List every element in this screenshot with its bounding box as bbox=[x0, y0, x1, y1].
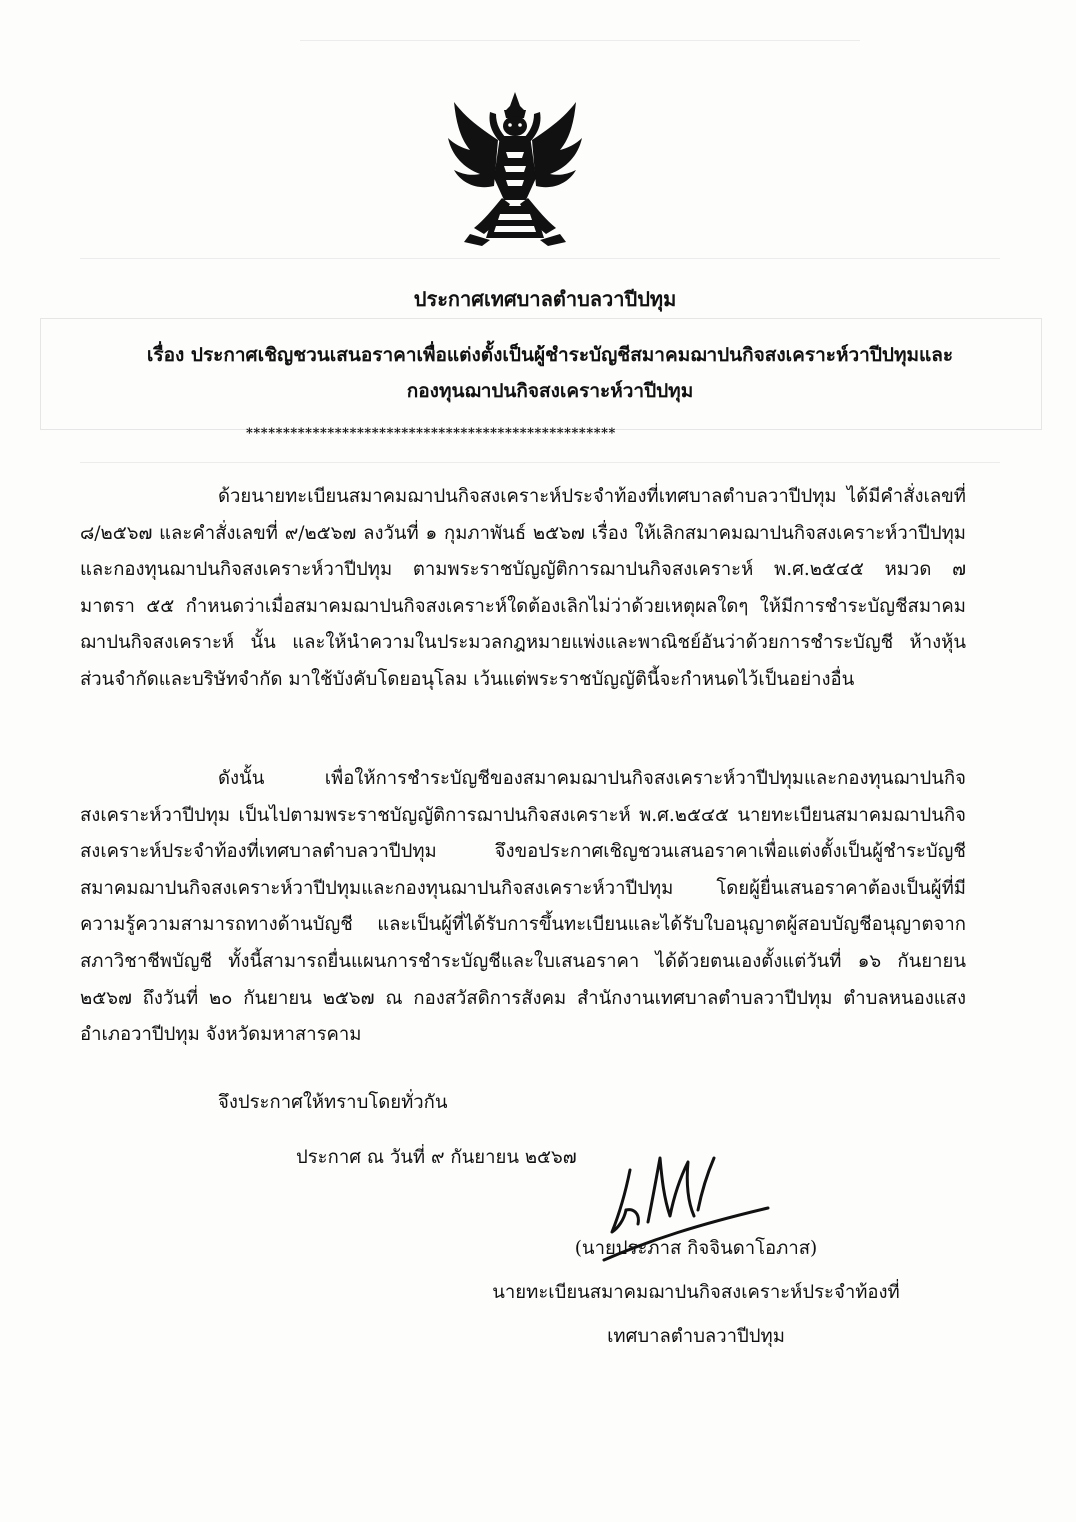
body-paragraph-1: ด้วยนายทะเบียนสมาคมฌาปนกิจสงเคราะห์ประจำท้องที่เทศบาลตำบลวาปีปทุม ได้มีคำสั่งเลขที่ ๘/๒๕๖๗ และคำสั่งเลขที่ ๙/๒๕๖๗ ลงวันที่ ๑ กุมภาพันธ์ ๒๕๖๗ เรื่อง ให้เลิกสมาคมฌาปนกิจสงเคราะห์วาปีปทุมและกองทุนฌาปนกิจสงเคราะห์วาปีปทุม ตามพระราชบัญญัติการฌาปนกิจสงเคราะห์ พ.ศ.๒๕๔๕ หมวด ๗ มาตรา ๕๕ กำหนดว่าเมื่อสมาคมฌาปนกิจสงเคราะห์ใดต้องเลิกไม่ว่าด้วยเหตุผลใดๆ ให้มีการชำระบัญชีสมาคมฌาปนกิจสงเคราะห์ นั้น และให้นำความในประมวลกฎหมายแพ่งและพาณิชย์อันว่าด้วยการชำระบัญชี ห้างหุ้นส่วนจำกัดและบริษัทจำกัด มาใช้บังคับโดยอนุโลม เว้นแต่พระราชบัญญัตินี้จะกำหนดไว้เป็นอย่างอื่น bbox=[80, 486, 966, 690]
signer-name: (นายประภาส กิจจินดาโอภาส) bbox=[574, 1238, 818, 1259]
signer-position-line-2: เทศบาลตำบลวาปีปทุม bbox=[607, 1326, 785, 1347]
scan-artifact-line bbox=[300, 40, 860, 41]
body-paragraph-2: ดังนั้น เพื่อให้การชำระบัญชีของสมาคมฌาปนกิจสงเคราะห์วาปีปทุมและกองทุนฌาปนกิจสงเคราะห์วาปีปทุม เป็นไปตามพระราชบัญญัติการฌาปนกิจสงเคราะห์ พ.ศ.๒๕๔๕ นายทะเบียนสมาคมฌาปนกิจสงเคราะห์ประจำท้องที่เทศบาลตำบลวาปีปทุม จึงขอประกาศเชิญชวนเสนอราคาเพื่อแต่งตั้งเป็นผู้ชำระบัญชีสมาคมฌาปนกิจสงเคราะห์วาปีปทุมและกองทุนฌาปนกิจสงเคราะห์วาปีปทุม โดยผู้ยื่นเสนอราคาต้องเป็นผู้ที่มีความรู้ความสามารถทางด้านบัญชี และเป็นผู้ที่ได้รับการขึ้นทะเบียนและได้รับใบอนุญาตผู้สอบบัญชีอนุญาตจากสภาวิชาชีพบัญชี ทั้งนี้สามารถยื่นแผนการชำระบัญชีและใบเสนอราคา ได้ด้วยตนเองตั้งแต่วันที่ ๑๖ กันยายน ๒๕๖๗ ถึงวันที่ ๒๐ กันยายน ๒๕๖๗ ณ กองสวัสดิการสังคม สำนักงานเทศบาลตำบลวาปีปทุม ตำบลหนองแสง อำเภอวาปีปทุม จังหวัดมหาสารคาม bbox=[80, 768, 966, 1046]
announcement-date: ประกาศ ณ วันที่ ๙ กันยายน ๒๕๖๗ bbox=[296, 1147, 577, 1168]
scan-artifact-line bbox=[80, 258, 1000, 259]
garuda-emblem-icon bbox=[440, 88, 590, 248]
signer-position-line-1: นายทะเบียนสมาคมฌาปนกิจสงเคราะห์ประจำท้องที่ bbox=[492, 1282, 900, 1303]
document-subject bbox=[110, 337, 990, 409]
scan-artifact-line bbox=[80, 462, 1000, 463]
subject-line-2: กองทุนฌาปนกิจสงเคราะห์วาปีปทุม bbox=[406, 380, 694, 402]
subject-line-1: เรื่อง ประกาศเชิญชวนเสนอราคาเพื่อแต่งตั้งเป็นผู้ชำระบัญชีสมาคมฌาปนกิจสงเคราะห์วาปีปทุมและ bbox=[146, 344, 954, 366]
separator-stars: ************************************************** bbox=[246, 426, 616, 441]
document-title: ประกาศเทศบาลตำบลวาปีปทุม bbox=[413, 287, 677, 311]
signer-block bbox=[436, 1227, 956, 1359]
closing-statement: จึงประกาศให้ทราบโดยทั่วกัน bbox=[218, 1092, 448, 1113]
